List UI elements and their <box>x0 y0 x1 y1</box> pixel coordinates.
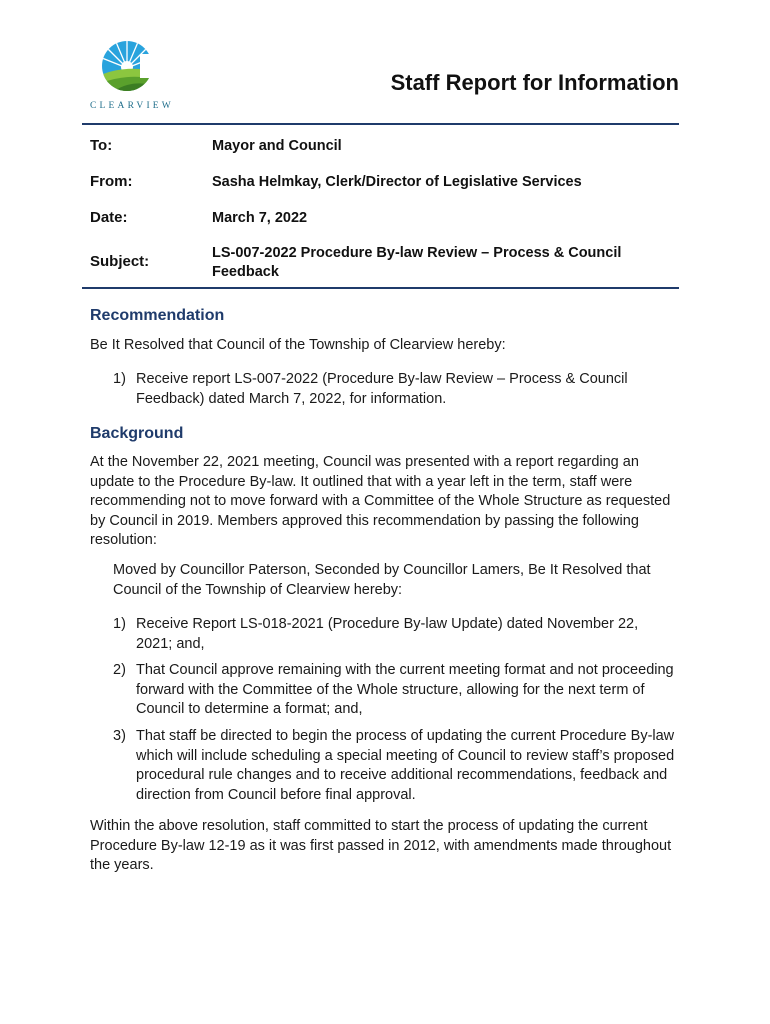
background-paragraph-2: Within the above resolution, staff committed to start the process of updating the current Procedure By-law 12-19 as it was first passed in 2012, with amendments made throughout the years. <box>90 818 672 873</box>
subject-label: Subject: <box>90 253 150 270</box>
resolution-intro: Moved by Councillor Paterson, Seconded by Councillor Lamers, Be It Resolved that Council of the Township of Clearview hereby: <box>113 562 651 598</box>
logo-wordmark: CLEARVIEW <box>90 101 174 111</box>
list-text: Receive Report LS-018-2021 (Procedure By-law Update) dated November 22, 2021; and, <box>136 616 639 652</box>
background-paragraph-1: At the November 22, 2021 meeting, Council was presented with a report regarding an update to the Procedure By-law. It outlined that with a year left in the term, staff were recommending not to move forward with a Committee of the Whole Structure as requested by Council in 2019. Members approved this recommendation by passing the following resolution: <box>90 454 671 548</box>
to-value: Mayor and Council <box>212 138 342 154</box>
date-label: Date: <box>90 209 128 226</box>
recommendation-heading: Recommendation <box>90 307 225 324</box>
list-text: Receive report LS-007-2022 (Procedure By-law Review – Process & Council Feedback) dated March 7, 2022, for information. <box>136 371 628 407</box>
report-title: Staff Report for Information <box>390 70 679 95</box>
list-number: 3) <box>113 728 126 744</box>
from-value: Sasha Helmkay, Clerk/Director of Legislative Services <box>212 174 582 190</box>
list-number: 1) <box>113 616 126 632</box>
subject-value: LS-007-2022 Procedure By-law Review – Process & Council Feedback <box>212 245 622 280</box>
header-divider <box>82 123 679 125</box>
list-number: 1) <box>113 371 126 387</box>
recommendation-intro: Be It Resolved that Council of the Township of Clearview hereby: <box>90 337 506 353</box>
meta-divider <box>82 287 679 289</box>
date-value: March 7, 2022 <box>212 210 308 226</box>
list-text: That staff be directed to begin the process of updating the current Procedure By-law which will include scheduling a special meeting of Council to review staff’s proposed procedural rule changes and to receive additional recommendations, feedback and direction from Council before final approval. <box>136 728 675 803</box>
list-number: 2) <box>113 662 126 678</box>
to-label: To: <box>90 137 113 154</box>
background-heading: Background <box>90 425 184 442</box>
list-text: That Council approve remaining with the current meeting format and not proceeding forward with the Committee of the Whole structure, allowing for the next term of Council to determine a format; and, <box>136 662 674 717</box>
from-label: From: <box>90 173 133 190</box>
